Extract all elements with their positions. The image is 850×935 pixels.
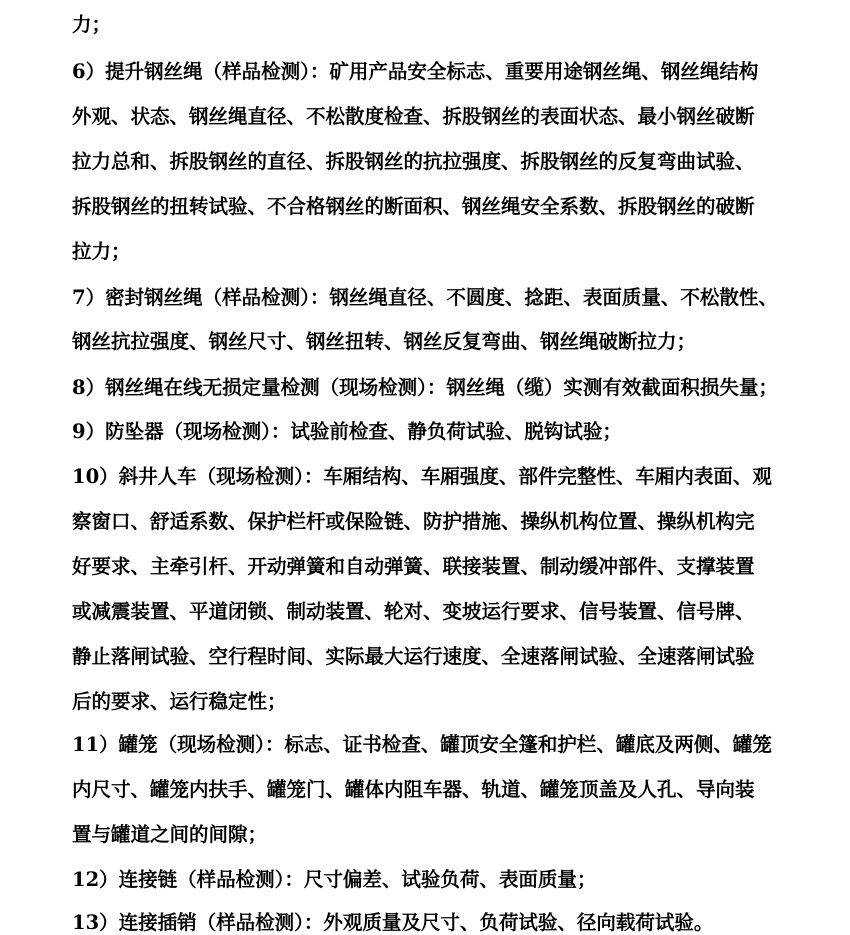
text-line: 11）罐笼（现场检测）：标志、证书检查、罐顶安全篷和护栏、罐底及两侧、罐笼	[72, 733, 772, 756]
text-line: 拆股钢丝的扭转试验、不合格钢丝的断面积、钢丝绳安全系数、拆股钢丝的破断	[72, 195, 755, 218]
text-line: 10）斜井人车（现场检测）：车厢结构、车厢强度、部件完整性、车厢内表面、观	[72, 465, 772, 488]
text-line: 钢丝抗拉强度、钢丝尺寸、钢丝扭转、钢丝反复弯曲、钢丝绳破断拉力；	[72, 330, 697, 353]
text-line: 9）防坠器（现场检测）：试验前检查、静负荷试验、脱钩试验；	[72, 420, 622, 443]
text-line: 6）提升钢丝绳（样品检测）：矿用产品安全标志、重要用途钢丝绳、钢丝绳结构	[72, 60, 759, 83]
text-line: 内尺寸、罐笼内扶手、罐笼门、罐体内阻车器、轨道、罐笼顶盖及人孔、导向装	[72, 778, 755, 801]
text-line: 后的要求、运行稳定性；	[72, 690, 287, 713]
text-line: 8）钢丝绳在线无损定量检测（现场检测）：钢丝绳（缆）实测有效截面积损失量；	[72, 376, 778, 399]
text-line: 7）密封钢丝绳（样品检测）：钢丝绳直径、不圆度、捻距、表面质量、不松散性、	[72, 286, 778, 309]
text-line: 拉力；	[72, 240, 131, 263]
text-line: 外观、状态、钢丝绳直径、不松散度检查、拆股钢丝的表面状态、最小钢丝破断	[72, 105, 755, 128]
text-line: 好要求、主牵引杆、开动弹簧和自动弹簧、联接装置、制动缓冲部件、支撑装置	[72, 555, 755, 578]
text-line: 察窗口、舒适系数、保护栏杆或保险链、防护措施、操纵机构位置、操纵机构完	[72, 510, 755, 533]
text-line: 12）连接链（样品检测）：尺寸偏差、试验负荷、表面质量；	[72, 868, 597, 891]
text-line: 力；	[72, 13, 112, 36]
text-line: 置与罐道之间的间隙；	[72, 823, 268, 846]
text-line: 或减震装置、平道闭锁、制动装置、轮对、变坡运行要求、信号装置、信号牌、	[72, 600, 755, 623]
text-line: 13）连接插销（样品检测）：外观质量及尺寸、负荷试验、径向载荷试验。	[72, 911, 714, 934]
text-line: 拉力总和、拆股钢丝的直径、拆股钢丝的抗拉强度、拆股钢丝的反复弯曲试验、	[72, 150, 755, 173]
text-line: 静止落闸试验、空行程时间、实际最大运行速度、全速落闸试验、全速落闸试验	[72, 645, 755, 668]
